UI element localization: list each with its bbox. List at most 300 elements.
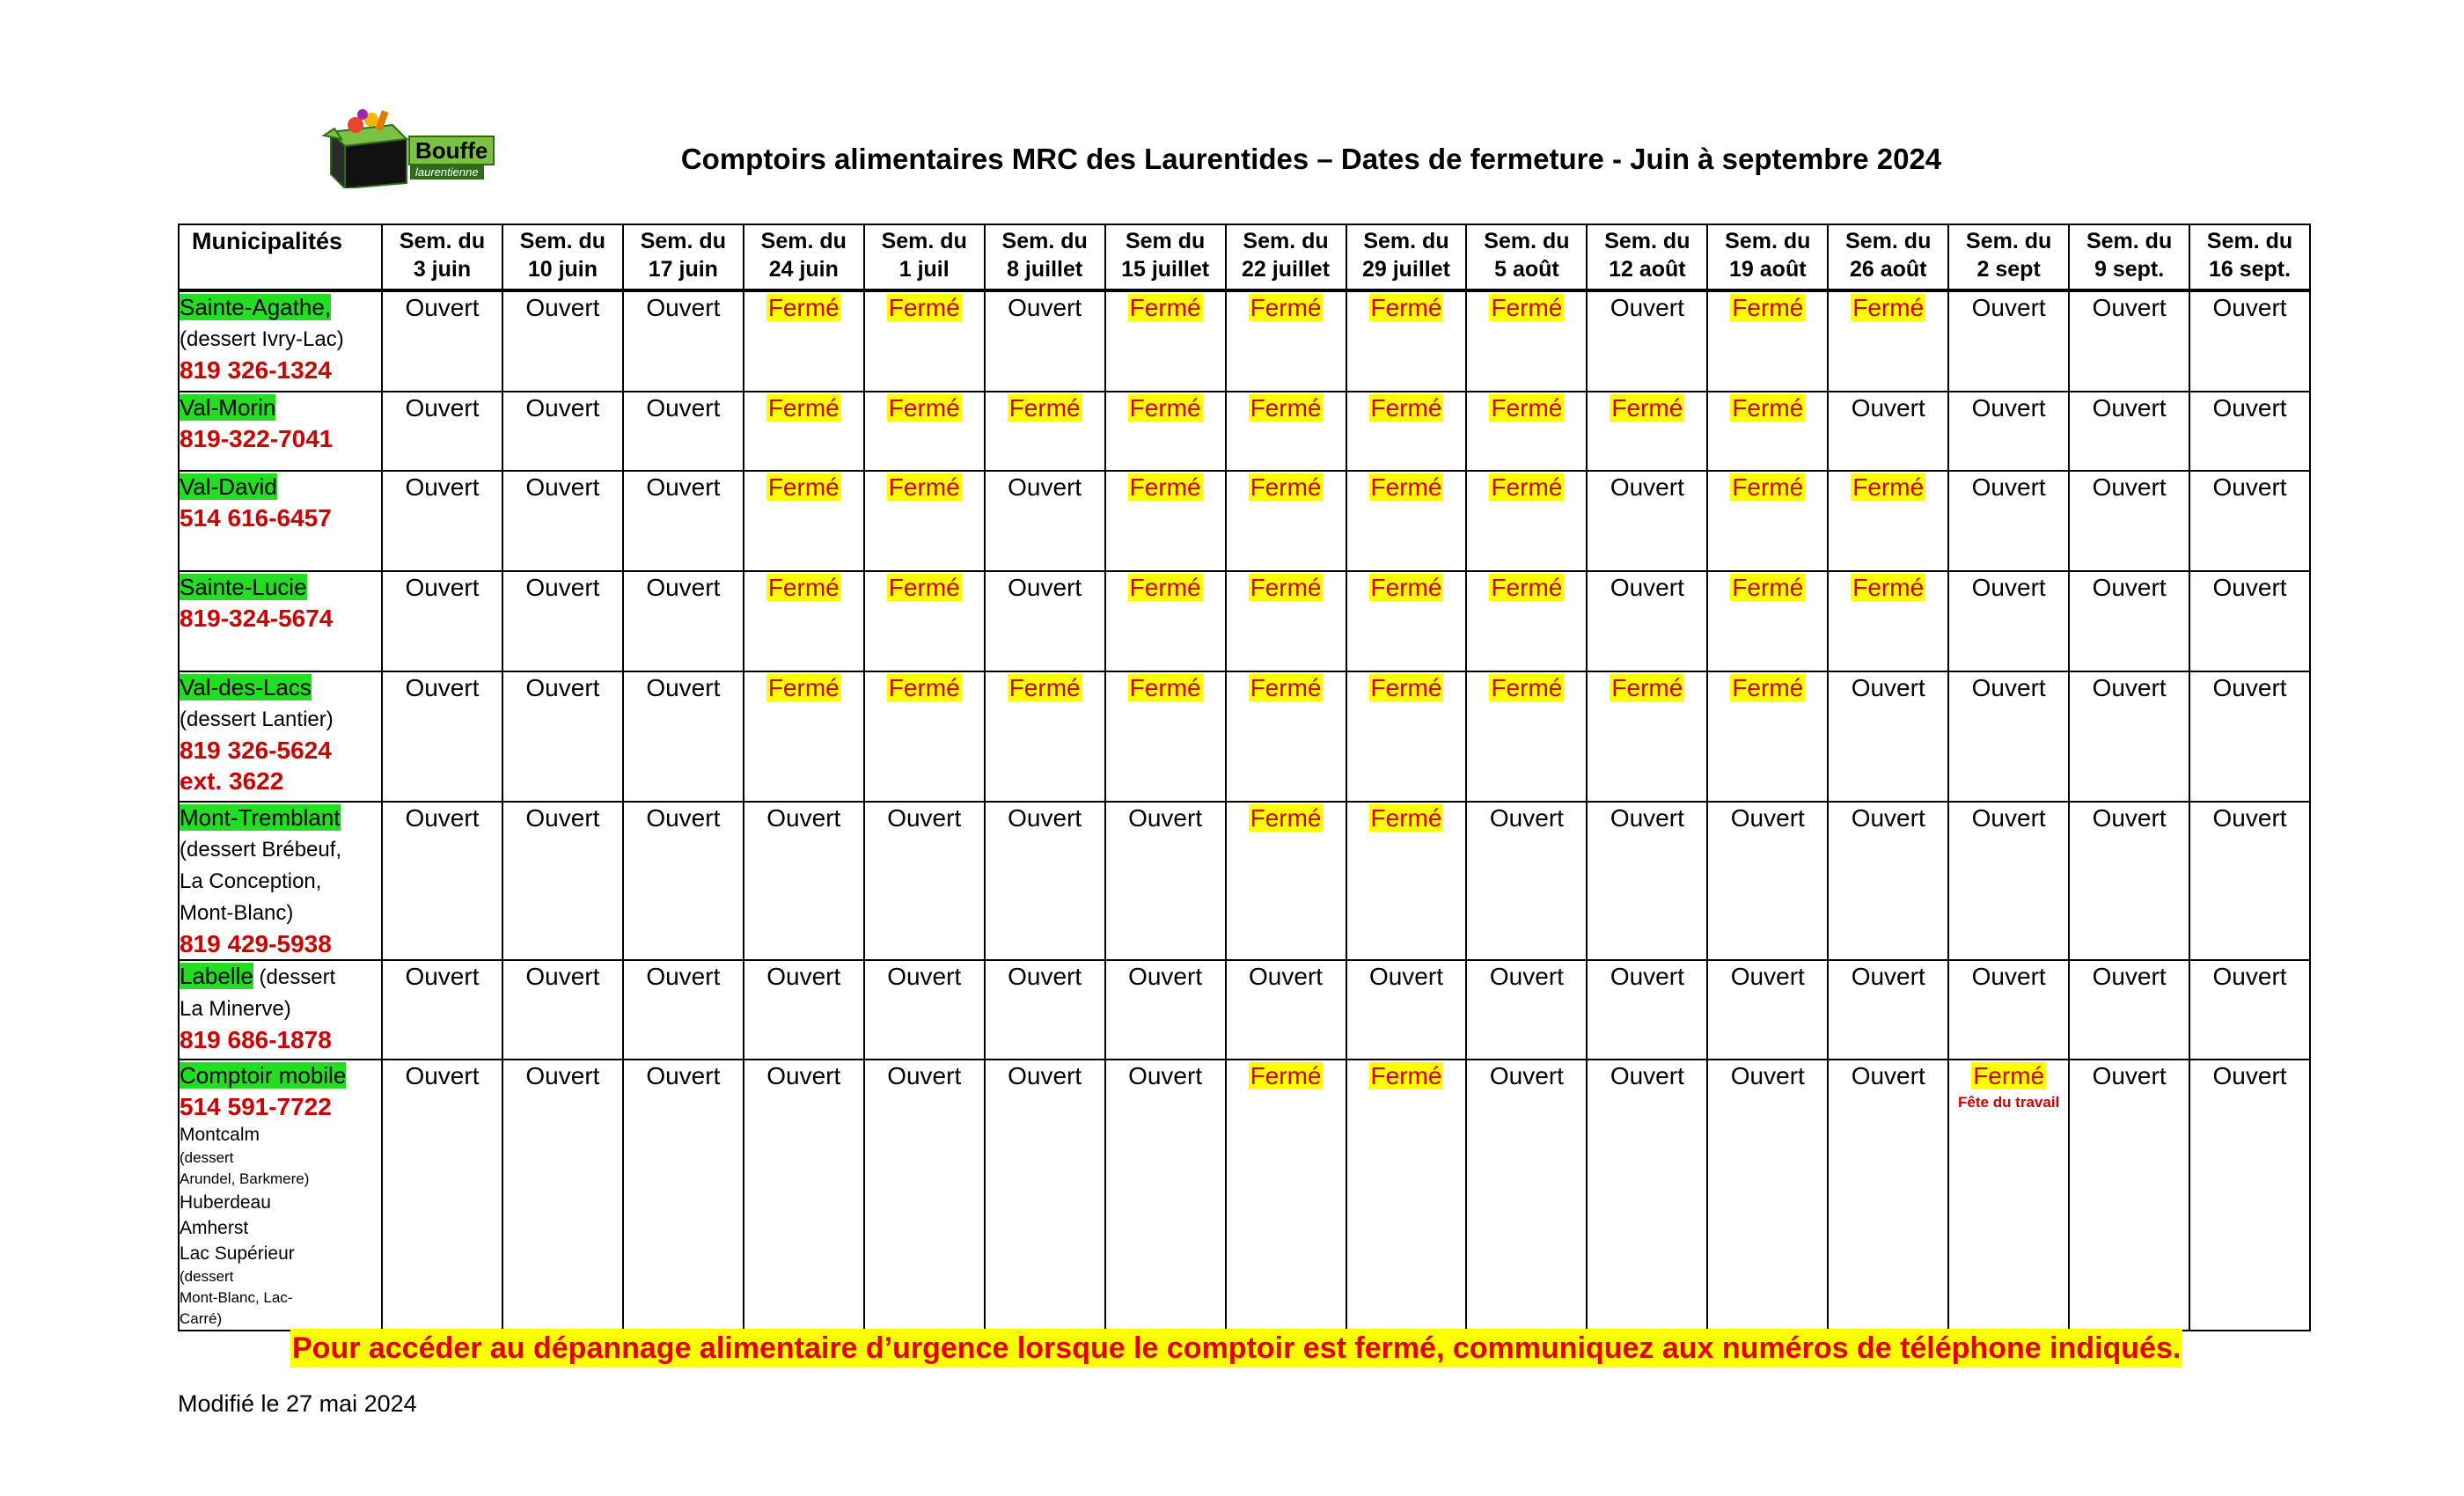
status-cell bbox=[502, 960, 623, 1060]
status-cell bbox=[1828, 471, 1948, 571]
phone-number: 819 326-5624 bbox=[180, 737, 332, 764]
phone-number: 819-324-5674 bbox=[180, 605, 334, 632]
status-closed: Fermé bbox=[1732, 294, 1804, 321]
status-open: Ouvert bbox=[646, 394, 721, 422]
status-cell bbox=[2069, 671, 2189, 802]
status-open: Ouvert bbox=[525, 473, 600, 501]
status-cell bbox=[2189, 671, 2310, 802]
status-open: Ouvert bbox=[1971, 574, 2046, 601]
status-cell bbox=[1948, 960, 2069, 1060]
municipality-name: Sainte-Lucie bbox=[180, 574, 307, 600]
status-cell bbox=[1587, 290, 1707, 392]
status-closed: Fermé bbox=[1250, 804, 1322, 832]
phone-number: 514 591-7722 bbox=[180, 1093, 332, 1120]
status-closed: Fermé bbox=[1370, 473, 1442, 501]
week-header-date: 26 août bbox=[1849, 257, 1927, 282]
status-cell bbox=[1466, 392, 1587, 471]
status-open: Ouvert bbox=[1128, 1062, 1203, 1089]
status-cell bbox=[382, 290, 502, 392]
status-open: Ouvert bbox=[1610, 1062, 1684, 1089]
status-open: Ouvert bbox=[1610, 294, 1684, 321]
municipality-cell bbox=[179, 960, 382, 1060]
status-closed: Fermé bbox=[1008, 674, 1081, 701]
holiday-note: Fête du travail bbox=[1958, 1094, 2060, 1111]
served-area-note: Mont-Blanc, Lac- bbox=[180, 1289, 293, 1306]
status-cell bbox=[744, 671, 864, 802]
status-open: Ouvert bbox=[2092, 1062, 2167, 1089]
status-open: Ouvert bbox=[1008, 1062, 1082, 1089]
week-header bbox=[382, 224, 502, 290]
status-cell bbox=[985, 671, 1105, 802]
week-header bbox=[1105, 224, 1226, 290]
status-closed: Fermé bbox=[1250, 674, 1322, 701]
week-header-prefix: Sem. du bbox=[1001, 229, 1088, 253]
status-cell bbox=[1346, 471, 1467, 571]
status-cell bbox=[1707, 571, 1828, 671]
municipality-note: (dessert Ivry-Lac) bbox=[180, 327, 344, 351]
week-header bbox=[1587, 224, 1707, 290]
status-cell bbox=[1707, 671, 1828, 802]
status-open: Ouvert bbox=[525, 294, 600, 321]
status-cell bbox=[1828, 1060, 1948, 1331]
status-cell bbox=[2189, 571, 2310, 671]
status-open: Ouvert bbox=[1971, 674, 2046, 701]
status-closed: Fermé bbox=[1732, 574, 1804, 601]
week-header bbox=[623, 224, 744, 290]
week-header-date: 16 sept. bbox=[2208, 257, 2292, 282]
status-cell bbox=[1828, 960, 1948, 1060]
status-open: Ouvert bbox=[1851, 1062, 1925, 1089]
served-area: Amherst bbox=[180, 1218, 249, 1238]
week-header-date: 10 juin bbox=[527, 257, 598, 282]
status-cell bbox=[382, 1060, 502, 1331]
phone-number: 819 429-5938 bbox=[180, 930, 332, 957]
status-cell bbox=[1105, 471, 1226, 571]
header-row bbox=[179, 224, 2310, 290]
food-box-icon bbox=[322, 106, 410, 188]
logo-text: Bouffe bbox=[408, 136, 495, 165]
status-cell bbox=[502, 671, 623, 802]
status-cell bbox=[1707, 960, 1828, 1060]
phone-number: 514 616-6457 bbox=[180, 504, 332, 532]
status-open: Ouvert bbox=[1128, 963, 1203, 990]
served-area: Montcalm bbox=[180, 1125, 260, 1145]
status-open: Ouvert bbox=[2212, 294, 2287, 321]
status-open: Ouvert bbox=[1610, 804, 1684, 832]
status-closed: Fermé bbox=[1129, 473, 1201, 501]
status-open: Ouvert bbox=[525, 394, 600, 422]
status-cell bbox=[2189, 802, 2310, 960]
municipality-cell bbox=[179, 802, 382, 960]
status-closed: Fermé bbox=[1370, 674, 1442, 701]
status-cell bbox=[1948, 1060, 2069, 1331]
status-cell bbox=[1105, 802, 1226, 960]
status-cell bbox=[2189, 1060, 2310, 1331]
served-area-note: Arundel, Barkmere) bbox=[180, 1170, 310, 1187]
municipality-note: (dessert Lantier) bbox=[180, 708, 334, 731]
status-closed: Fermé bbox=[1370, 574, 1442, 601]
municipalities-header: Municipalités bbox=[179, 224, 382, 290]
municipality-note: Mont-Blanc) bbox=[180, 901, 294, 925]
municipality-name: Val-Morin bbox=[180, 394, 276, 421]
week-header-date: 17 juin bbox=[648, 257, 718, 282]
status-cell bbox=[1587, 671, 1707, 802]
status-open: Ouvert bbox=[1851, 804, 1925, 832]
week-header-date: 15 juillet bbox=[1121, 257, 1210, 282]
status-closed: Fermé bbox=[888, 574, 960, 601]
status-closed: Fermé bbox=[1370, 394, 1442, 422]
table-row bbox=[179, 802, 2310, 960]
status-open: Ouvert bbox=[1489, 804, 1564, 832]
status-closed: Fermé bbox=[1852, 294, 1925, 321]
status-cell bbox=[1828, 571, 1948, 671]
status-cell bbox=[1707, 290, 1828, 392]
status-open: Ouvert bbox=[646, 294, 721, 321]
status-closed: Fermé bbox=[1008, 394, 1081, 422]
week-header-prefix: Sem. du bbox=[1845, 229, 1932, 253]
status-open: Ouvert bbox=[2092, 674, 2167, 701]
status-open: Ouvert bbox=[1851, 963, 1925, 990]
status-open: Ouvert bbox=[525, 963, 600, 990]
status-cell bbox=[1828, 290, 1948, 392]
status-open: Ouvert bbox=[1730, 1062, 1805, 1089]
status-open: Ouvert bbox=[2092, 294, 2167, 321]
week-header bbox=[744, 224, 864, 290]
status-open: Ouvert bbox=[1971, 473, 2046, 501]
status-closed: Fermé bbox=[1129, 674, 1201, 701]
status-cell bbox=[864, 802, 985, 960]
status-closed: Fermé bbox=[1732, 394, 1804, 422]
week-header-prefix: Sem. du bbox=[1484, 229, 1570, 253]
status-cell bbox=[1226, 671, 1346, 802]
status-closed: Fermé bbox=[1129, 574, 1201, 601]
status-cell bbox=[1587, 571, 1707, 671]
status-cell bbox=[864, 290, 985, 392]
status-cell bbox=[623, 960, 744, 1060]
status-open: Ouvert bbox=[405, 804, 480, 832]
status-cell bbox=[744, 802, 864, 960]
status-cell bbox=[864, 571, 985, 671]
status-cell bbox=[744, 1060, 864, 1331]
served-area-note: Carré) bbox=[180, 1310, 223, 1327]
status-open: Ouvert bbox=[1971, 963, 2046, 990]
status-open: Ouvert bbox=[1008, 294, 1082, 321]
status-closed: Fermé bbox=[1491, 473, 1563, 501]
status-open: Ouvert bbox=[646, 963, 721, 990]
municipality-note: (dessert bbox=[253, 965, 336, 989]
status-cell bbox=[502, 471, 623, 571]
status-cell bbox=[382, 392, 502, 471]
week-header-date: 22 juillet bbox=[1242, 257, 1331, 282]
status-open: Ouvert bbox=[1368, 963, 1443, 990]
status-cell bbox=[1346, 1060, 1467, 1331]
week-header bbox=[2069, 224, 2189, 290]
status-cell bbox=[1105, 671, 1226, 802]
status-cell bbox=[1466, 471, 1587, 571]
status-cell bbox=[864, 392, 985, 471]
week-header-prefix: Sem. du bbox=[640, 229, 726, 253]
week-header-date: 19 août bbox=[1729, 257, 1807, 282]
week-header bbox=[502, 224, 623, 290]
page-title: Comptoirs alimentaires MRC des Laurentides – Dates de fermeture - Juin à septembre 2024 bbox=[680, 143, 1942, 175]
table-row bbox=[179, 571, 2310, 671]
status-open: Ouvert bbox=[1971, 294, 2046, 321]
municipality-note: (dessert Brébeuf, bbox=[180, 838, 342, 862]
week-header-date: 5 août bbox=[1494, 257, 1559, 282]
week-header-prefix: Sem. du bbox=[881, 229, 967, 253]
week-header bbox=[1226, 224, 1346, 290]
week-header-prefix: Sem. du bbox=[760, 229, 847, 253]
status-open: Ouvert bbox=[405, 963, 480, 990]
status-open: Ouvert bbox=[405, 394, 480, 422]
status-open: Ouvert bbox=[405, 574, 480, 601]
status-open: Ouvert bbox=[2092, 963, 2167, 990]
status-cell bbox=[623, 1060, 744, 1331]
status-open: Ouvert bbox=[1851, 674, 1925, 701]
status-cell bbox=[2069, 960, 2189, 1060]
status-cell bbox=[1948, 671, 2069, 802]
status-cell bbox=[1346, 571, 1467, 671]
status-open: Ouvert bbox=[1971, 394, 2046, 422]
logo-subtext: laurentienne bbox=[410, 165, 484, 180]
municipality-name: Val-David bbox=[180, 473, 277, 500]
status-closed: Fermé bbox=[888, 394, 960, 422]
status-cell bbox=[1587, 392, 1707, 471]
phone-number: 819 326-1324 bbox=[180, 356, 332, 384]
status-cell bbox=[1105, 392, 1226, 471]
status-cell bbox=[985, 471, 1105, 571]
status-open: Ouvert bbox=[2212, 804, 2287, 832]
status-open: Ouvert bbox=[887, 963, 962, 990]
status-cell bbox=[1226, 571, 1346, 671]
status-cell bbox=[864, 471, 985, 571]
served-area-note: (dessert bbox=[180, 1268, 234, 1285]
table-row bbox=[179, 671, 2310, 802]
status-cell bbox=[382, 671, 502, 802]
status-cell bbox=[502, 802, 623, 960]
status-cell bbox=[2189, 290, 2310, 392]
status-cell bbox=[2189, 960, 2310, 1060]
status-cell bbox=[985, 290, 1105, 392]
status-cell bbox=[864, 960, 985, 1060]
week-header bbox=[2189, 224, 2310, 290]
status-cell bbox=[1948, 290, 2069, 392]
status-closed: Fermé bbox=[1491, 574, 1563, 601]
week-header-prefix: Sem. du bbox=[519, 229, 606, 253]
status-cell bbox=[2189, 471, 2310, 571]
status-cell bbox=[1105, 1060, 1226, 1331]
status-closed: Fermé bbox=[1370, 1062, 1442, 1089]
week-header bbox=[864, 224, 985, 290]
status-open: Ouvert bbox=[2092, 394, 2167, 422]
status-cell bbox=[1707, 802, 1828, 960]
status-cell bbox=[623, 571, 744, 671]
municipality-cell bbox=[179, 290, 382, 392]
status-closed: Fermé bbox=[1250, 394, 1322, 422]
status-closed: Fermé bbox=[1852, 473, 1925, 501]
status-cell bbox=[1105, 290, 1226, 392]
status-open: Ouvert bbox=[887, 804, 962, 832]
municipality-note: La Conception, bbox=[180, 869, 322, 893]
status-closed: Fermé bbox=[1491, 674, 1563, 701]
status-open: Ouvert bbox=[2212, 574, 2287, 601]
status-open: Ouvert bbox=[1489, 1062, 1564, 1089]
phone-number: 819-322-7041 bbox=[180, 425, 334, 452]
status-open: Ouvert bbox=[646, 473, 721, 501]
status-cell bbox=[1105, 571, 1226, 671]
municipality-name: Sainte-Agathe, bbox=[180, 294, 332, 320]
status-cell bbox=[1346, 671, 1467, 802]
status-closed: Fermé bbox=[767, 574, 840, 601]
status-open: Ouvert bbox=[1008, 963, 1082, 990]
status-open: Ouvert bbox=[525, 804, 600, 832]
status-cell bbox=[382, 960, 502, 1060]
status-cell bbox=[1587, 471, 1707, 571]
status-cell bbox=[502, 290, 623, 392]
week-header-date: 24 juin bbox=[768, 257, 839, 282]
status-cell bbox=[985, 1060, 1105, 1331]
status-open: Ouvert bbox=[2212, 473, 2287, 501]
status-closed: Fermé bbox=[1732, 674, 1804, 701]
status-cell bbox=[985, 571, 1105, 671]
status-open: Ouvert bbox=[1249, 963, 1324, 990]
status-closed: Fermé bbox=[1732, 473, 1804, 501]
status-cell bbox=[1948, 392, 2069, 471]
week-header-date: 9 sept. bbox=[2094, 257, 2165, 282]
municipality-name: Comptoir mobile bbox=[180, 1062, 347, 1089]
status-open: Ouvert bbox=[1128, 804, 1203, 832]
status-cell bbox=[2189, 392, 2310, 471]
status-cell bbox=[382, 802, 502, 960]
phone-number: 819 686-1878 bbox=[180, 1026, 332, 1053]
status-closed: Fermé bbox=[1250, 294, 1322, 321]
status-open: Ouvert bbox=[1008, 574, 1082, 601]
status-cell bbox=[1587, 960, 1707, 1060]
status-cell bbox=[744, 571, 864, 671]
status-cell bbox=[2069, 392, 2189, 471]
status-cell bbox=[985, 960, 1105, 1060]
status-cell bbox=[1948, 471, 2069, 571]
week-header-date: 12 août bbox=[1609, 257, 1686, 282]
status-closed: Fermé bbox=[1491, 394, 1563, 422]
week-header-prefix: Sem. du bbox=[1363, 229, 1449, 253]
served-area: Huberdeau bbox=[180, 1192, 271, 1213]
status-cell bbox=[1828, 802, 1948, 960]
status-open: Ouvert bbox=[2092, 473, 2167, 501]
status-open: Ouvert bbox=[1489, 963, 1564, 990]
status-cell bbox=[502, 1060, 623, 1331]
status-closed: Fermé bbox=[767, 473, 840, 501]
status-open: Ouvert bbox=[646, 574, 721, 601]
municipality-cell bbox=[179, 471, 382, 571]
status-cell bbox=[1707, 1060, 1828, 1331]
status-closed: Fermé bbox=[1370, 804, 1442, 832]
status-closed: Fermé bbox=[1250, 473, 1322, 501]
status-cell bbox=[985, 392, 1105, 471]
status-cell bbox=[744, 290, 864, 392]
week-header-prefix: Sem. du bbox=[399, 229, 486, 253]
status-cell bbox=[1226, 290, 1346, 392]
week-header-date: 2 sept bbox=[1976, 257, 2041, 282]
status-cell bbox=[864, 1060, 985, 1331]
status-cell bbox=[623, 802, 744, 960]
table-row bbox=[179, 1060, 2310, 1331]
status-open: Ouvert bbox=[646, 674, 721, 701]
status-cell bbox=[2069, 290, 2189, 392]
status-open: Ouvert bbox=[525, 674, 600, 701]
status-cell bbox=[744, 471, 864, 571]
status-cell bbox=[1828, 392, 1948, 471]
status-cell bbox=[1105, 960, 1226, 1060]
status-open: Ouvert bbox=[2092, 574, 2167, 601]
table-row bbox=[179, 392, 2310, 471]
status-cell bbox=[1346, 802, 1467, 960]
status-cell bbox=[1466, 290, 1587, 392]
status-open: Ouvert bbox=[1610, 473, 1684, 501]
status-cell bbox=[1466, 1060, 1587, 1331]
status-open: Ouvert bbox=[1008, 473, 1082, 501]
status-open: Ouvert bbox=[646, 1062, 721, 1089]
status-cell bbox=[864, 671, 985, 802]
week-header-prefix: Sem. du bbox=[2206, 229, 2293, 253]
status-cell bbox=[985, 802, 1105, 960]
table-row bbox=[179, 960, 2310, 1060]
status-closed: Fermé bbox=[1370, 294, 1442, 321]
status-closed: Fermé bbox=[888, 473, 960, 501]
status-cell bbox=[1707, 471, 1828, 571]
week-header bbox=[1828, 224, 1948, 290]
week-header-prefix: Sem du bbox=[1125, 229, 1206, 253]
week-header-prefix: Sem. du bbox=[1604, 229, 1690, 253]
week-header-prefix: Sem. du bbox=[1243, 229, 1329, 253]
status-cell bbox=[382, 571, 502, 671]
week-header-date: 8 juillet bbox=[1007, 257, 1083, 282]
status-cell bbox=[623, 290, 744, 392]
status-cell bbox=[2069, 571, 2189, 671]
status-cell bbox=[1466, 960, 1587, 1060]
municipality-cell bbox=[179, 392, 382, 471]
status-closed: Fermé bbox=[767, 294, 840, 321]
status-cell bbox=[1948, 571, 2069, 671]
closure-schedule-table bbox=[178, 224, 2311, 1331]
status-cell bbox=[1587, 1060, 1707, 1331]
status-open: Ouvert bbox=[646, 804, 721, 832]
status-closed: Fermé bbox=[1129, 294, 1201, 321]
status-cell bbox=[2069, 471, 2189, 571]
table-row bbox=[179, 471, 2310, 571]
status-cell bbox=[623, 392, 744, 471]
status-open: Ouvert bbox=[766, 963, 841, 990]
status-open: Ouvert bbox=[405, 294, 480, 321]
status-cell bbox=[1466, 671, 1587, 802]
week-header bbox=[1707, 224, 1828, 290]
status-cell bbox=[1226, 1060, 1346, 1331]
table-row bbox=[179, 290, 2310, 392]
status-open: Ouvert bbox=[766, 1062, 841, 1089]
status-cell bbox=[502, 392, 623, 471]
status-closed: Fermé bbox=[767, 394, 840, 422]
status-open: Ouvert bbox=[1730, 963, 1805, 990]
status-cell bbox=[1226, 960, 1346, 1060]
municipality-name: Labelle bbox=[180, 963, 253, 989]
week-header-prefix: Sem. du bbox=[2086, 229, 2173, 253]
municipality-name: Val-des-Lacs bbox=[180, 674, 312, 700]
status-open: Ouvert bbox=[405, 674, 480, 701]
status-cell bbox=[1346, 392, 1467, 471]
status-open: Ouvert bbox=[405, 1062, 480, 1089]
modified-date: Modifié le 27 mai 2024 bbox=[178, 1390, 417, 1417]
status-cell bbox=[1346, 290, 1467, 392]
